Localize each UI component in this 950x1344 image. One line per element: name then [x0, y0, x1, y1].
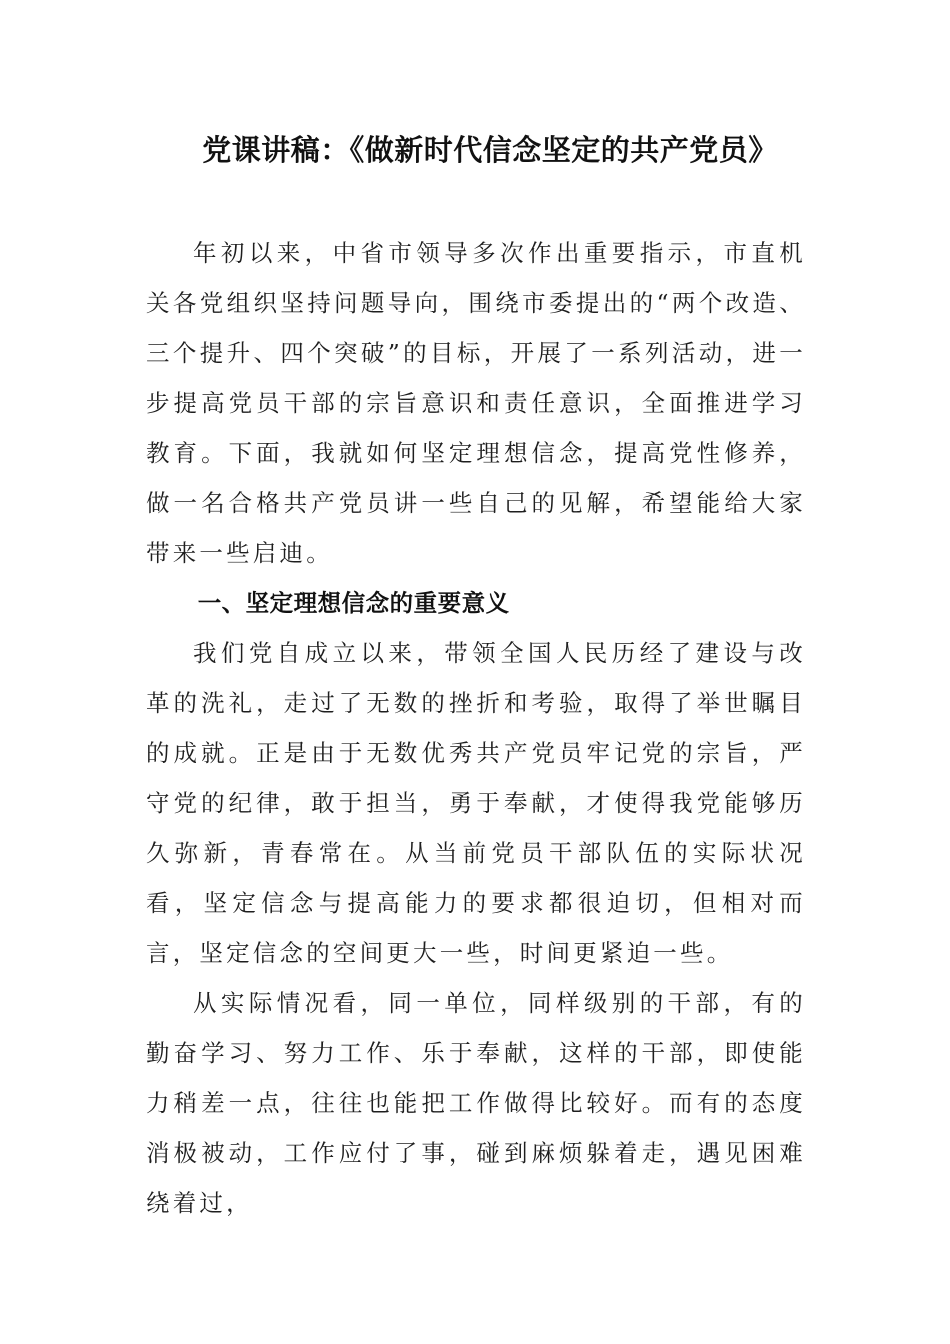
document-body [146, 228, 806, 1228]
section-heading: 一、坚定理想信念的重要意义 [197, 589, 510, 617]
section-paragraph: 我们党自成立以来，带领全国人民历经了建设与改革的洗礼，走过了无数的挫折和考验，取得了举世瞩目的成就。正是由于无数优秀共产党员牢记党的宗旨，严守党的纪律，敢于担当，勇于奉献，才使得我党能够历久弥新，青春常在。从当前党员干部队伍的实际状况看，坚定信念与提高能力的要求都很迫切，但相对而言，坚定信念的空间更大一些，时间更紧迫一些。 [146, 639, 806, 967]
section-paragraph: 从实际情况看，同一单位，同样级别的干部，有的勤奋学习、努力工作、乐于奉献，这样的干部，即使能力稍差一点，往往也能把工作做得比较好。而有的态度消极被动，工作应付了事，碰到麻烦躲着走，遇见困难绕着过， [146, 989, 806, 1217]
document-title: 党课讲稿：《做新时代信念坚定的共产党员》 [202, 133, 778, 167]
intro-paragraph: 年初以来，中省市领导多次作出重要指示，市直机关各党组织坚持问题导向，围绕市委提出的“两个改造、三个提升、四个突破”的目标，开展了一系列活动，进一步提高党员干部的宗旨意识和责任意识，全面推进学习教育。下面，我就如何坚定理想信念，提高党性修养，做一名合格共产党员讲一些自己的见解，希望能给大家带来一些启迪。 [146, 239, 806, 567]
